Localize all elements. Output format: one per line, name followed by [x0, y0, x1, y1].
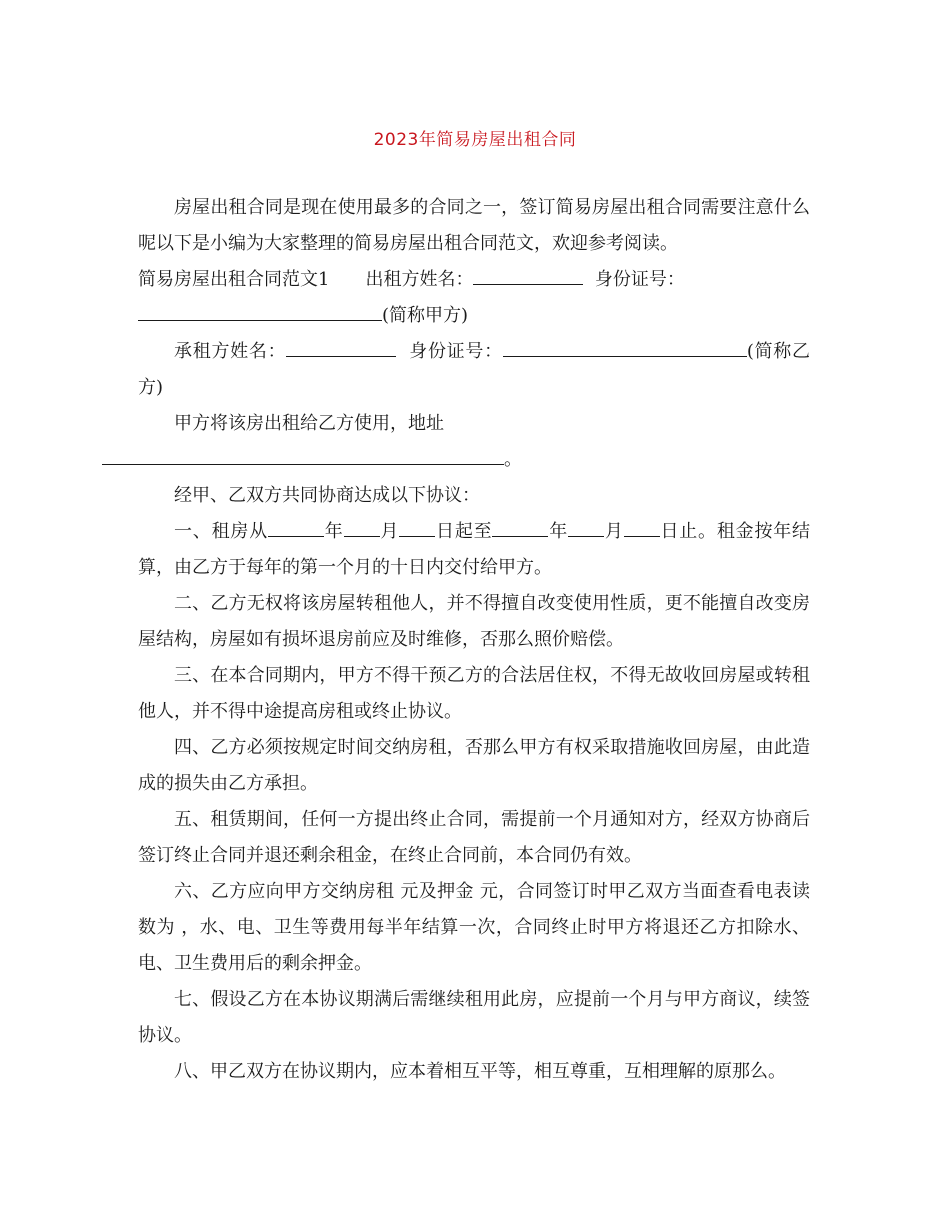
lessor-abbr: (简称甲方): [382, 305, 469, 326]
lessee-name-label: 承租方姓名：: [174, 341, 287, 362]
clause-1: [138, 514, 810, 586]
address-end: 。: [504, 449, 522, 470]
lessor-id-blank: [138, 300, 382, 321]
agreement-intro: 经甲、乙双方共同协商达成以下协议：: [174, 485, 480, 506]
clause-8: 八、甲乙双方在协议期内，应本着相互平等，相互尊重，互相理解的原那么。: [174, 1061, 786, 1082]
start-year-blank: [268, 516, 324, 537]
lessor-line: [138, 262, 810, 334]
address-blank: [102, 444, 504, 465]
lessee-abbr: (简称乙方): [138, 341, 811, 398]
clause-1-year: 年: [324, 521, 344, 542]
clause-1-rest: 租金按年结算，由乙方于每年的第一个月的十日内交付给甲方。: [138, 521, 811, 578]
lessor-id-label: 身份证号：: [594, 269, 685, 290]
document-title: 2023年简易房屋出租合同: [373, 130, 577, 150]
clause-7: 七、假设乙方在本协议期满后需继续租用此房，应提前一个月与甲方商议，续签协议。: [138, 989, 810, 1046]
clause-2: 二、乙方无权将该房屋转租他人，并不得擅自改变使用性质，更不能擅自改变房屋结构，房屋如有损坏退房前应及时维修，否那么照价赔偿。: [138, 593, 810, 650]
end-month-blank: [568, 516, 604, 537]
clause-1-month-2: 月: [604, 521, 624, 542]
clause-3: 三、在本合同期内，甲方不得干预乙方的合法居住权，不得无故收回房屋或转租他人，并不得中途提高房租或终止协议。: [138, 665, 810, 722]
end-year-blank: [492, 516, 548, 537]
start-month-blank: [344, 516, 380, 537]
lessee-name-blank: [286, 336, 396, 357]
intro-paragraph: 房屋出租合同是现在使用最多的合同之一，签订简易房屋出租合同需要注意什么呢以下是小编为大家整理的简易房屋出租合同范文，欢迎参考阅读。: [138, 197, 810, 254]
clause-1-day-start: 日起至: [435, 521, 493, 542]
clause-4: 四、乙方必须按规定时间交纳房租，否那么甲方有权采取措施收回房屋，由此造成的损失由乙方承担。: [138, 737, 810, 794]
start-day-blank: [399, 516, 435, 537]
address-text: 甲方将该房出租给乙方使用，地址: [174, 413, 444, 434]
clause-1-month: 月: [379, 521, 400, 542]
lessor-name-label: 出租方姓名：: [365, 269, 474, 290]
clause-6: 六、乙方应向甲方交纳房租 元及押金 元，合同签订时甲乙双方当面查看电表读数为 ，水、电、卫生等费用每半年结算一次，合同终止时甲方将退还乙方扣除水、电、卫生费用后的剩余押金。: [138, 881, 810, 974]
lessee-id-blank: [503, 336, 747, 357]
lessee-line: [138, 334, 810, 406]
clause-1-prefix: 一、租房从: [174, 521, 268, 542]
sample-heading: 简易房屋出租合同范文1: [138, 269, 330, 290]
end-day-blank: [624, 516, 660, 537]
lessor-name-blank: [473, 264, 583, 285]
lessee-id-label: 身份证号：: [409, 341, 503, 362]
document-body: [138, 190, 810, 1090]
clause-1-day-end: 日止。: [659, 521, 717, 542]
clause-1-year-2: 年: [548, 521, 569, 542]
clause-5: 五、租赁期间，任何一方提出终止合同，需提前一个月通知对方，经双方协商后签订终止合同并退还剩余租金，在终止合同前，本合同仍有效。: [138, 809, 810, 866]
address-line: [138, 406, 810, 478]
